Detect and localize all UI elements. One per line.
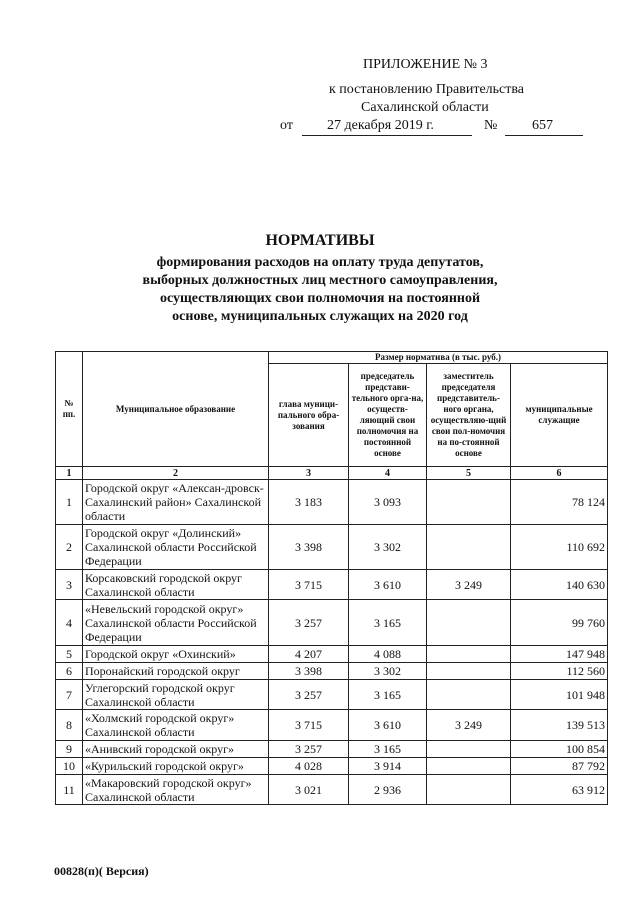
municipality-name: «Анивский городской округ» [83,741,269,758]
head-value: 4 207 [269,646,349,663]
table-row [56,525,608,570]
appendix-line-2: Сахалинской области [361,100,489,115]
row-index: 9 [56,741,83,758]
employees-value: 78 124 [511,480,608,525]
table-row [56,680,608,710]
row-index: 3 [56,570,83,600]
deputy-value [427,646,511,663]
document-subtitle-1: формирования расходов на оплату труда депутатов, [156,255,484,270]
deputy-value [427,680,511,710]
chairman-value: 4 088 [349,646,427,663]
appendix-from-label: от [280,118,293,133]
employees-value: 99 760 [511,600,608,646]
chairman-value: 3 610 [349,570,427,600]
date-underline [302,135,472,136]
municipality-name: Городской округ «Алексан-дровск-Сахалинский район» Сахалинской области [83,480,269,525]
number-underline [505,135,583,136]
municipality-name: Поронайский городской округ [83,663,269,680]
column-number: 2 [83,467,269,480]
deputy-value [427,741,511,758]
header-municipality: Муниципальное образование [83,352,269,467]
employees-value: 112 560 [511,663,608,680]
table-row [56,646,608,663]
column-number-row [56,467,608,480]
chairman-value: 3 093 [349,480,427,525]
employees-value: 101 948 [511,680,608,710]
head-value: 3 257 [269,741,349,758]
document-code: 00828(п)( Версия) [54,864,149,878]
deputy-value [427,480,511,525]
row-index: 7 [56,680,83,710]
deputy-value [427,600,511,646]
row-index: 6 [56,663,83,680]
municipality-name: «Невельский городской округ» Сахалинской области Российской Федерации [83,600,269,646]
document-subtitle-3: осуществляющих свои полномочия на постоянной [159,291,481,306]
municipality-name: Корсаковский городской округ Сахалинской области [83,570,269,600]
municipality-name: «Макаровский городской округ» Сахалинской области [83,775,269,805]
table-row [56,570,608,600]
chairman-value: 3 610 [349,710,427,741]
table-row [56,600,608,646]
chairman-value: 3 165 [349,600,427,646]
column-number: 1 [56,467,83,480]
document-subtitle-2: выборных должностных лиц местного самоуправления, [142,273,498,288]
chairman-value: 3 302 [349,663,427,680]
head-value: 3 398 [269,525,349,570]
column-number: 6 [511,467,608,480]
table-row [56,741,608,758]
row-index: 10 [56,758,83,775]
head-value: 3 021 [269,775,349,805]
head-value: 3 257 [269,600,349,646]
employees-value: 87 792 [511,758,608,775]
chairman-value: 3 165 [349,741,427,758]
head-value: 4 028 [269,758,349,775]
employees-value: 63 912 [511,775,608,805]
row-index: 5 [56,646,83,663]
employees-value: 100 854 [511,741,608,758]
row-index: 11 [56,775,83,805]
head-value: 3 715 [269,570,349,600]
employees-value: 147 948 [511,646,608,663]
deputy-value [427,525,511,570]
deputy-value [427,758,511,775]
chairman-value: 2 936 [349,775,427,805]
table-row [56,663,608,680]
deputy-value [427,663,511,680]
row-index: 2 [56,525,83,570]
table-row [56,710,608,741]
column-number: 5 [427,467,511,480]
chairman-value: 3 302 [349,525,427,570]
column-number: 3 [269,467,349,480]
column-number: 4 [349,467,427,480]
header-norm-size: Размер норматива (в тыс. руб.) [269,352,608,364]
appendix-line-1: к постановлению Правительства [329,82,525,97]
row-index: 1 [56,480,83,525]
appendix-title: ПРИЛОЖЕНИЕ № 3 [363,57,488,72]
head-value: 3 715 [269,710,349,741]
table-row [56,480,608,525]
deputy-value: 3 249 [427,570,511,600]
norms-table [55,351,608,805]
table-row [56,775,608,805]
chairman-value: 3 914 [349,758,427,775]
document-title: НОРМАТИВЫ [265,232,375,249]
header-municipal-employees: муниципальные служащие [511,364,608,467]
head-value: 3 257 [269,680,349,710]
header-number: № пп. [56,352,83,467]
deputy-value: 3 249 [427,710,511,741]
municipality-name: Городской округ «Долинский» Сахалинской области Российской Федерации [83,525,269,570]
header-chairman: председатель представи-тельного орга-на, осуществ-ляющий свои полномочия на постоянной основе [349,364,427,467]
chairman-value: 3 165 [349,680,427,710]
appendix-number: 657 [532,118,553,133]
head-value: 3 398 [269,663,349,680]
appendix-date: 27 декабря 2019 г. [327,118,434,133]
header-deputy-chairman: заместитель председателя представитель-ного органа, осуществляю-щий свои пол-номочия на по-стоянной основе [427,364,511,467]
municipality-name: Углегорский городской округ Сахалинской области [83,680,269,710]
employees-value: 140 630 [511,570,608,600]
head-value: 3 183 [269,480,349,525]
row-index: 4 [56,600,83,646]
municipality-name: «Холмский городской округ» Сахалинской области [83,710,269,741]
municipality-name: Городской округ «Охинский» [83,646,269,663]
document-subtitle-4: основе, муниципальных служащих на 2020 год [172,309,468,324]
appendix-number-label: № [484,118,498,133]
table-row [56,758,608,775]
header-head-of-municipality: глава муници-пального обра-зования [269,364,349,467]
row-index: 8 [56,710,83,741]
deputy-value [427,775,511,805]
municipality-name: «Курильский городской округ» [83,758,269,775]
employees-value: 139 513 [511,710,608,741]
employees-value: 110 692 [511,525,608,570]
